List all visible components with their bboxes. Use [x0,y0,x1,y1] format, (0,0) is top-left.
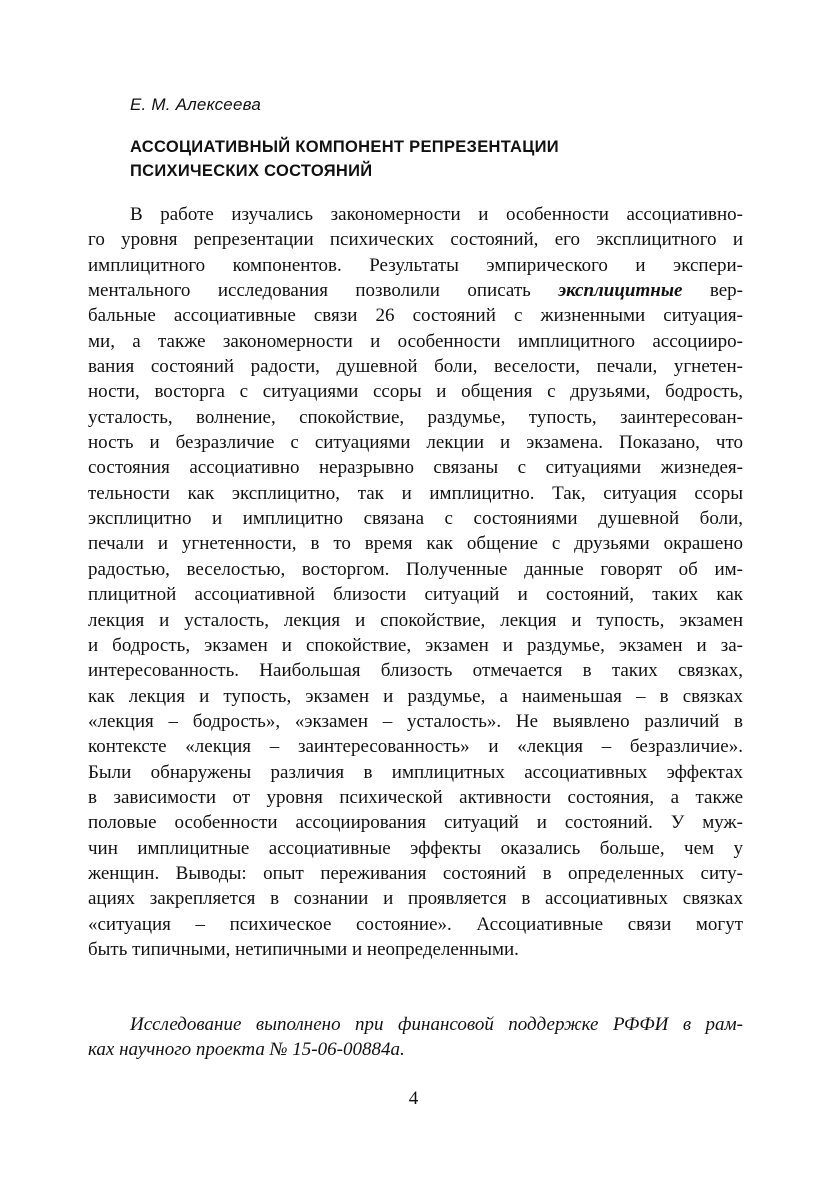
body-line: го уровня репрезентации психических состояний, его эксплицитного и [88,229,743,251]
body-line: эксплицитно и имплицитно связана с состояниями душевной боли, [88,508,743,530]
body-line: быть типичными, нетипичными и неопределенными. [88,938,519,960]
body-line: В работе изучались закономерности и особенности ассоциативно- [130,204,743,225]
body-line: бальные ассоциативные связи 26 состояний с жизненными ситуация- [88,305,743,327]
body-line: как лекция и тупость, экзамен и раздумье, а наименьшая – в связках [88,685,743,707]
body-line: в зависимости от уровня психической активности состояния, а также [88,786,743,808]
funding-note [88,1012,743,1063]
body-line: имплицитного компонентов. Результаты эмпирического и экспери- [88,254,743,276]
body-line: вания состояний радости, душевной боли, веселости, печали, угнетен- [88,356,743,378]
body-line: «лекция – бодрость», «экзамен – усталость». Не выявлено различий в [88,710,743,732]
body-line-text: ментального исследования позволили описать [88,280,531,302]
body-line: ность и безразличие с ситуациями лекции и экзамена. Показано, что [88,432,743,454]
emphasis-word: эксплицитные [558,280,683,302]
body-line: тельности как эксплицитно, так и имплицитно. Так, ситуация ссоры [88,482,743,504]
body-line: усталость, волнение, спокойствие, раздумье, тупость, заинтересован- [88,406,743,428]
body-line: «ситуация – психическое состояние». Ассоциативные связи могут [88,913,743,935]
body-line: ности, восторга с ситуациями ссоры и общения с друзьями, бодрость, [88,381,743,403]
page-number: 4 [408,1088,419,1109]
body-line: лекция и усталость, лекция и спокойствие, лекция и тупость, экзамен [88,609,743,631]
body-line: и бодрость, экзамен и спокойствие, экзамен и раздумье, экзамен и за- [88,634,743,656]
body-line: плицитной ассоциативной близости ситуаций и состояний, таких как [88,584,743,606]
body-line: печали и угнетенности, в то время как общение с друзьями окрашено [88,533,743,555]
body-line: радостью, веселостью, восторгом. Полученные данные говорят об им- [88,558,743,580]
body-line: ми, а также закономерности и особенности имплицитного ассоцииро- [88,330,743,352]
body-line: женщин. Выводы: опыт переживания состояний в определенных ситу- [88,862,743,884]
title-line: ПСИХИЧЕСКИХ СОСТОЯНИЙ [130,162,373,180]
abstract-body [88,202,743,962]
body-line: состояния ассоциативно неразрывно связаны с ситуациями жизнедея- [88,457,743,479]
body-line: половые особенности ассоциирования ситуаций и состояний. У муж- [88,812,743,834]
author-name: Е. М. Алексеева [130,95,261,114]
body-line: чин имплицитные ассоциативные эффекты оказались больше, чем у [88,837,743,859]
body-line: контексте «лекция – заинтересованность» и «лекция – безразличие». [88,736,743,758]
funding-line: ках научного проекта № 15-06-00884а. [88,1039,405,1061]
funding-line: Исследование выполнено при финансовой поддержке РФФИ в рам- [130,1014,743,1035]
article-title [130,135,559,183]
body-line: ациях закрепляется в сознании и проявляется в ассоциативных связках [88,888,743,910]
body-line: интересованность. Наибольшая близость отмечается в таких связках, [88,660,743,682]
title-line: АССОЦИАТИВНЫЙ КОМПОНЕНТ РЕПРЕЗЕНТАЦИИ [130,138,559,156]
body-line: Были обнаружены различия в имплицитных ассоциативных эффектах [88,761,743,783]
body-line-tail: вер- [709,280,744,302]
body-line-with-emphasis [88,278,743,303]
